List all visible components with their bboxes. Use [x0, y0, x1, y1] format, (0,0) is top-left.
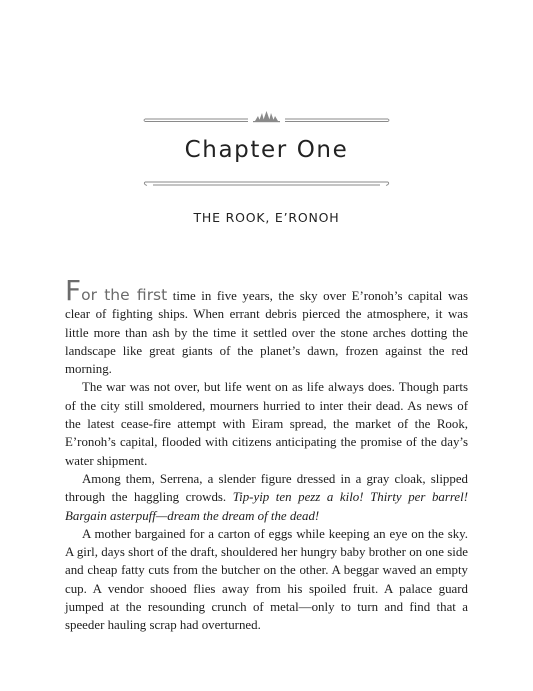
chapter-title: Chapter One [184, 137, 349, 163]
drop-cap: F [65, 274, 82, 307]
chapter-body [65, 274, 468, 635]
fan-ornament-icon [253, 111, 280, 122]
chapter-location-heading: THE ROOK, E’RONOH [193, 210, 340, 225]
chapter-ornament-bottom [143, 178, 390, 192]
paragraph-3-text: Among them, Serrena, a slender figure dressed in a gray cloak, slipped through the haggling crowds. [65, 471, 468, 505]
paragraph-1 [65, 274, 468, 378]
paragraph-1-text: time in five years, the sky over E’ronoh’s capital was clear of fighting ships. When errant debris pierced the atmosphere, it was little more than ash by the time it settled over the stone arches dotting the landscape like great giants of the planet’s dawn, frozen against the red morning. [65, 289, 468, 377]
paragraph-3 [65, 470, 468, 525]
chapter-ornament-top [143, 110, 390, 124]
paragraph-2: The war was not over, but life went on as life always does. Though parts of the city still smoldered, mourners hurried to inter their dead. As news of the latest cease-fire attempt with Eiram spread, the market of the Rook, E’ronoh’s capital, flooded with citizens anticipating the promise of the day’s water shipment. [65, 380, 468, 468]
paragraph-4: A mother bargained for a carton of eggs while keeping an eye on the sky. A girl, days short of the draft, shouldered her hungry baby brother on one side and cheap fatty cuts from the butcher on the other. A beggar waved an empty cup. A vendor shooed flies away from his spoiled fruit. A palace guard jumped at the resounding crunch of metal—only to turn and find that a speeder hauling scrap had overturned. [65, 526, 468, 633]
paragraph-3-italic: Tip-yip ten pezz a kilo! Thirty per barrel! Bargain asterpuff—dream the dream of the dead! [65, 490, 468, 523]
lead-in-words: or the first [81, 286, 168, 304]
